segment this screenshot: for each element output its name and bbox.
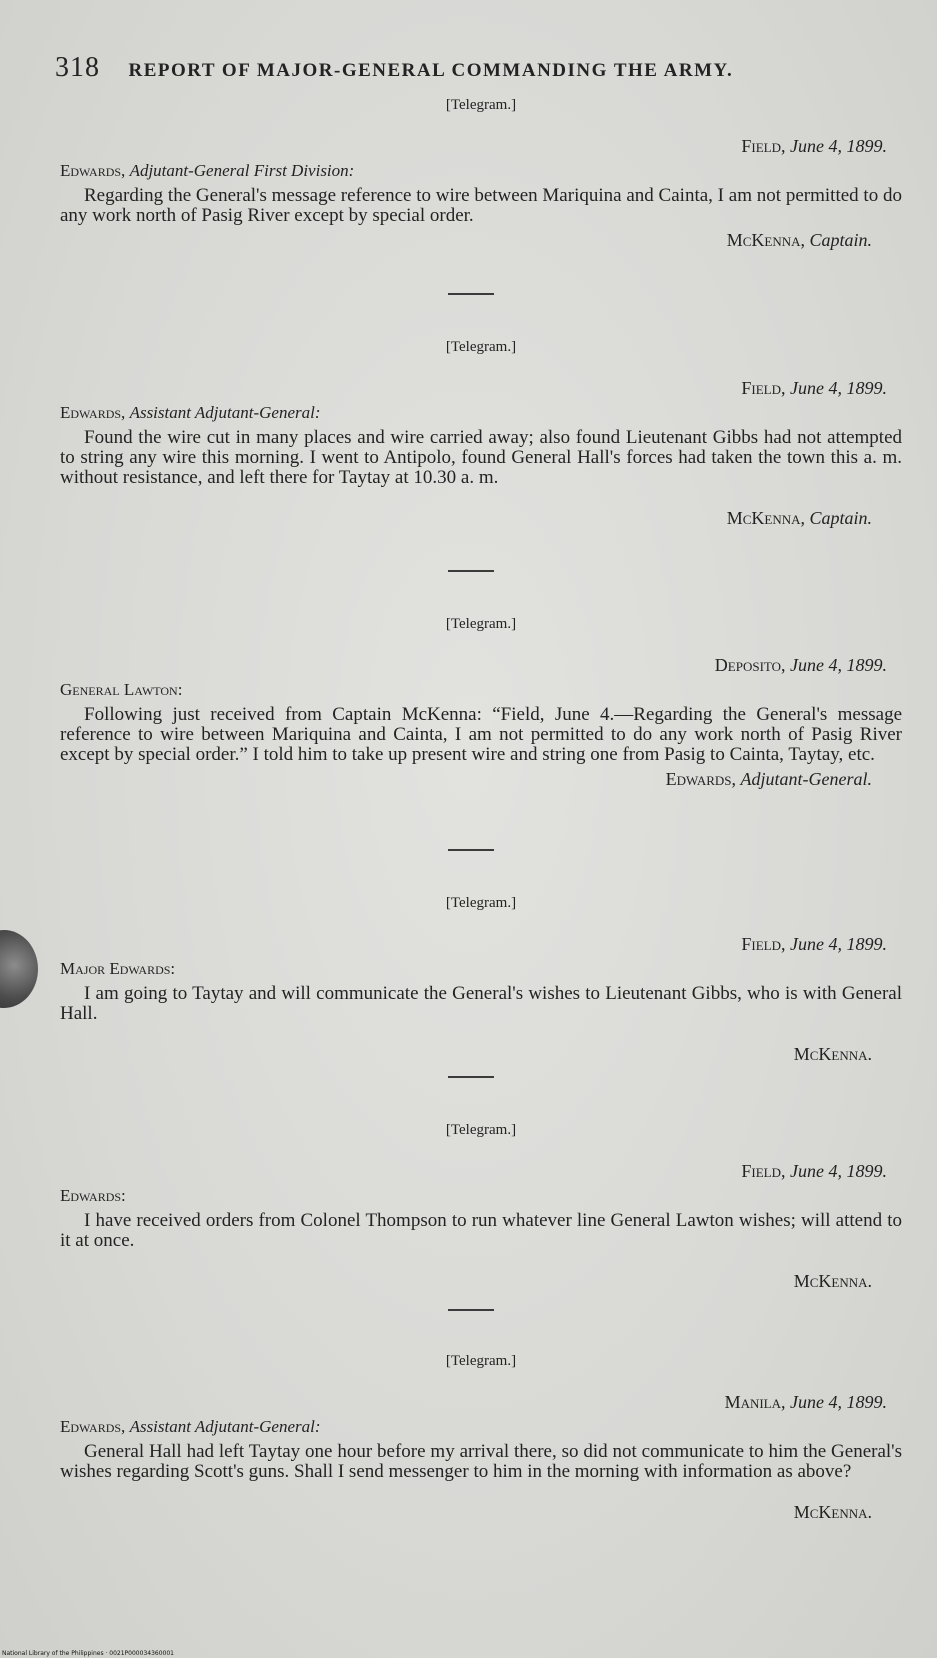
telegram-1 bbox=[60, 97, 902, 251]
dateline-date: June 4, 1899. bbox=[790, 655, 887, 675]
signer-title: Captain. bbox=[809, 508, 872, 528]
telegram-body: Found the wire cut in many places and wire carried away; also found Lieutenant Gibbs had not attempted to string any wire this morning. I went to Antipolo, found General Hall's forces had taken the town this a. m. without resistance, and left there for Taytay at 10.30 a. m. bbox=[60, 427, 902, 488]
telegram-tag: [Telegram.] bbox=[445, 616, 517, 632]
telegram-tag: [Telegram.] bbox=[445, 97, 517, 113]
divider-rule bbox=[448, 849, 494, 851]
telegram-tag: [Telegram.] bbox=[445, 339, 517, 355]
signer-name: McKenna. bbox=[793, 1502, 872, 1522]
addressee-title: Adjutant-General First Division: bbox=[129, 161, 355, 180]
signer-title: Captain. bbox=[809, 230, 872, 250]
dateline-place: Deposito, bbox=[714, 655, 786, 675]
telegram-3 bbox=[60, 616, 902, 790]
dateline-date: June 4, 1899. bbox=[790, 1161, 887, 1181]
divider-rule bbox=[448, 1309, 494, 1311]
addressee bbox=[60, 1186, 902, 1206]
signer-name: Edwards, bbox=[665, 769, 737, 789]
telegram-6 bbox=[60, 1353, 902, 1523]
dateline-place: Manila, bbox=[724, 1392, 786, 1412]
addressee bbox=[60, 161, 902, 181]
signer-name: McKenna, bbox=[726, 508, 805, 528]
dateline bbox=[60, 1161, 902, 1182]
page-number: 318 bbox=[55, 52, 100, 83]
telegram-tag: [Telegram.] bbox=[445, 1353, 517, 1369]
telegram-tag: [Telegram.] bbox=[445, 895, 517, 911]
signer-name: McKenna, bbox=[726, 230, 805, 250]
dateline bbox=[60, 136, 902, 157]
signature bbox=[60, 1271, 902, 1292]
telegram-2 bbox=[60, 339, 902, 529]
signer-name: McKenna. bbox=[793, 1044, 872, 1064]
telegram-body: General Hall had left Taytay one hour before my arrival there, so did not communicate to him the General's wishes regarding Scott's guns. Shall I send messenger to him in the morning with information as above? bbox=[60, 1441, 902, 1482]
addressee-name: Edwards, bbox=[60, 161, 126, 180]
signer-name: McKenna. bbox=[793, 1271, 872, 1291]
dateline-place: Field, bbox=[741, 934, 786, 954]
signer-title: Adjutant-General. bbox=[740, 769, 872, 789]
telegram-body: I am going to Taytay and will communicate the General's wishes to Lieutenant Gibbs, who is with General Hall. bbox=[60, 983, 902, 1024]
addressee-title: Assistant Adjutant-General: bbox=[129, 1417, 321, 1436]
divider-rule bbox=[448, 293, 494, 295]
telegram-5 bbox=[60, 1122, 902, 1292]
dateline-date: June 4, 1899. bbox=[790, 378, 887, 398]
divider-rule bbox=[448, 570, 494, 572]
dateline bbox=[60, 1392, 902, 1413]
scanner-thumb-shadow bbox=[0, 930, 38, 1008]
dateline bbox=[60, 378, 902, 399]
addressee bbox=[60, 403, 902, 423]
signature bbox=[60, 769, 902, 790]
addressee-name: Edwards, bbox=[60, 403, 126, 422]
addressee-name: Edwards: bbox=[60, 1186, 126, 1205]
dateline-place: Field, bbox=[741, 1161, 786, 1181]
dateline-date: June 4, 1899. bbox=[790, 1392, 887, 1412]
running-title: REPORT OF MAJOR-GENERAL COMMANDING THE ARMY. bbox=[128, 60, 734, 81]
addressee-name: Edwards, bbox=[60, 1417, 126, 1436]
addressee bbox=[60, 1417, 902, 1437]
telegram-body: Following just received from Captain McKenna: “Field, June 4.—Regarding the General's message reference to wire between Mariquina and Cainta, I am not permitted to do any work north of Pasig River except by special order.” I told him to take up present wire and string one from Pasig to Cainta, Taytay, etc. bbox=[60, 704, 902, 765]
dateline-place: Field, bbox=[741, 136, 786, 156]
signature bbox=[60, 1044, 902, 1065]
dateline-date: June 4, 1899. bbox=[790, 136, 887, 156]
dateline-date: June 4, 1899. bbox=[790, 934, 887, 954]
divider-rule bbox=[448, 1076, 494, 1078]
dateline-place: Field, bbox=[741, 378, 786, 398]
dateline bbox=[60, 934, 902, 955]
telegram-tag: [Telegram.] bbox=[445, 1122, 517, 1138]
telegram-4 bbox=[60, 895, 902, 1065]
telegram-body: I have received orders from Colonel Thompson to run whatever line General Lawton wishes; will attend to it at once. bbox=[60, 1210, 902, 1251]
addressee-name: Major Edwards: bbox=[60, 959, 176, 978]
page-header bbox=[55, 52, 885, 84]
telegram-body: Regarding the General's message reference to wire between Mariquina and Cainta, I am not permitted to do any work north of Pasig River except by special order. bbox=[60, 185, 902, 226]
addressee-title: Assistant Adjutant-General: bbox=[129, 403, 321, 422]
addressee bbox=[60, 959, 902, 979]
addressee bbox=[60, 680, 902, 700]
signature bbox=[60, 508, 902, 529]
addressee-name: General Lawton: bbox=[60, 680, 183, 699]
dateline bbox=[60, 655, 902, 676]
signature bbox=[60, 230, 902, 251]
scan-footer: National Library of the Philippines · 0021P000034360001 bbox=[2, 1650, 174, 1657]
signature bbox=[60, 1502, 902, 1523]
